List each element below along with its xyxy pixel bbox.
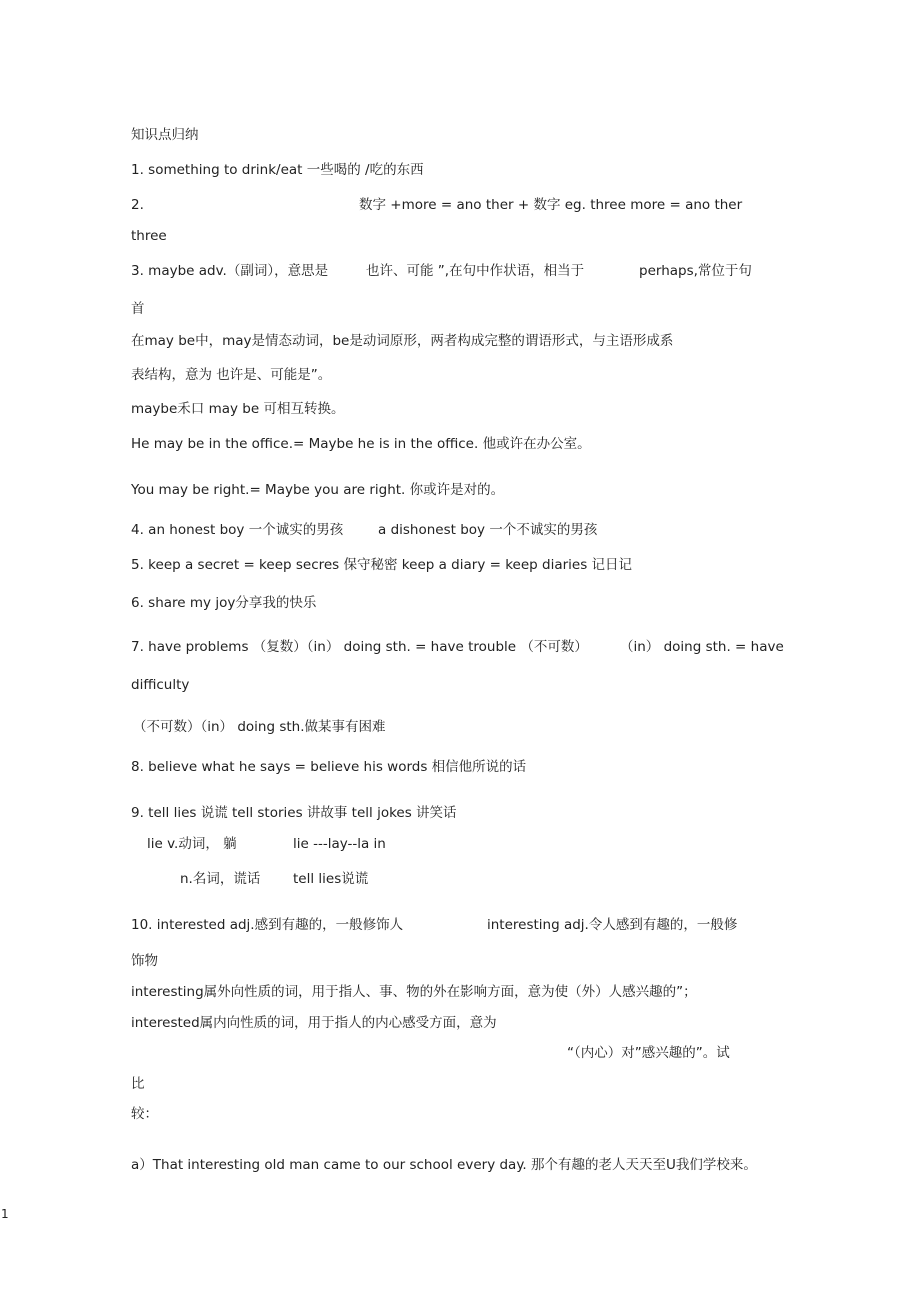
item-2-number: 2. (131, 197, 144, 213)
item-3-continuation: 首 (131, 301, 145, 317)
item-10-paragraph-line-4: 比 (131, 1076, 145, 1092)
item-10-paragraph-line-1: interesting属外向性质的词，用于指人、事、物的外在影响方面，意为使（外）人感兴趣的”； (131, 984, 697, 1000)
item-9-lie-noun: n.名词，谎话 (180, 871, 261, 887)
item-3-example-1: He may be in the office.= Maybe he is in the office. 他或许在办公室。 (131, 436, 591, 452)
example-a: a）That interesting old man came to our school every day. 那个有趣的老人天天至U我们学校来。 (131, 1157, 757, 1173)
item-7-continuation: difficulty (131, 677, 190, 693)
item-3-paragraph-line-1: 在may be中，may是情态动词，be是动词原形，两者构成完整的谓语形式，与主语形成系 (131, 333, 674, 349)
item-3-part-c: perhaps,常位于句 (639, 263, 752, 279)
item-9: 9. tell lies 说谎 tell stories 讲故事 tell jokes 讲笑话 (131, 805, 457, 821)
item-4-part-b: a dishonest boy 一个不诚实的男孩 (378, 522, 598, 538)
item-7-part-b: （in） doing sth. = have (620, 639, 784, 655)
item-4-part-a: 4. an honest boy 一个诚实的男孩 (131, 522, 344, 538)
page-number: 1 (1, 1207, 9, 1221)
item-9-lie-forms: lie ---lay--la in (293, 836, 386, 852)
item-8: 8. believe what he says = believe his words 相信他所说的话 (131, 759, 527, 775)
item-3-part-b: 也许、可能 ”,在句中作状语，相当于 (366, 263, 585, 279)
section-heading: 知识点归纳 (131, 127, 199, 143)
item-3-part-a: 3. maybe adv.（副词），意思是 (131, 263, 329, 279)
item-3-example-2: You may be right.= Maybe you are right. 你或许是对的。 (131, 482, 505, 498)
item-2-text: 数字 +more = ano ther + 数字 eg. three more = ano ther (359, 197, 743, 213)
item-9-tell-lies: tell lies说谎 (293, 871, 369, 887)
item-3-paragraph-line-2: 表结构，意为 也许是、可能是”。 (131, 367, 332, 383)
item-1: 1. something to drink/eat 一些喝的 /吃的东西 (131, 162, 424, 178)
item-2-continuation: three (131, 228, 167, 244)
item-10-paragraph-line-3: “（内心）对”感兴趣的”。试 (567, 1045, 730, 1061)
item-7-part-a: 7. have problems （复数）（in） doing sth. = have trouble （不可数） (131, 639, 588, 655)
item-10-paragraph-line-2: interested属内向性质的词，用于指人的内心感受方面，意为 (131, 1015, 497, 1031)
item-10-continuation: 饰物 (131, 953, 158, 969)
item-10-part-b: interesting adj.令人感到有趣的，一般修 (487, 917, 738, 933)
item-5: 5. keep a secret = keep secres 保守秘密 keep a diary = keep diaries 记日记 (131, 557, 633, 573)
item-3-paragraph-line-3: maybe禾口 may be 可相互转换。 (131, 401, 345, 417)
item-6: 6. share my joy分享我的快乐 (131, 595, 317, 611)
item-10-paragraph-line-5: 较： (131, 1106, 158, 1122)
item-7-note: （不可数）（in） doing sth.做某事有困难 (133, 719, 386, 735)
item-10-part-a: 10. interested adj.感到有趣的，一般修饰人 (131, 917, 404, 933)
item-9-lie-verb: lie v.动词， 躺 (147, 836, 237, 852)
